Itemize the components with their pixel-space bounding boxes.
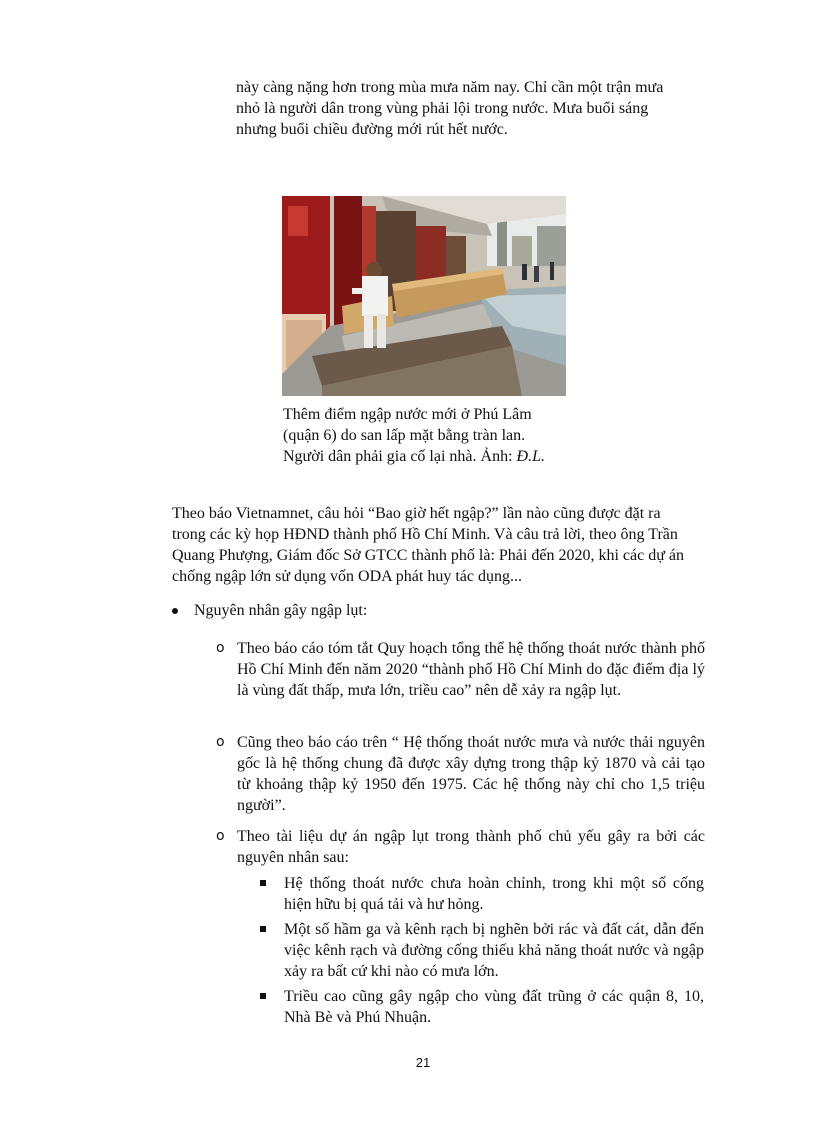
caption-text: Người dân phải gia cố lại nhà. Ảnh:: [283, 448, 517, 465]
circle-bullet-icon: o: [216, 734, 225, 750]
bullet-dot-icon: [172, 608, 178, 614]
intro-line: nhỏ là người dân trong vùng phải lội trong nước. Mưa buổi sáng: [236, 100, 649, 117]
body-line: Theo báo Vietnamnet, câu hỏi “Bao giờ hết ngập?” lần nào cũng được đặt ra: [172, 505, 661, 522]
caption-line: Thêm điểm ngập nước mới ở Phú Lâm: [283, 406, 532, 423]
sub-list-item-text: Một số hầm ga và kênh rạch bị nghẽn bởi rác và đất cát, dẫn đến việc kênh rạch và đường cống thiếu khả năng thoát nước và ngập xảy ra bất cứ khi nào có mưa lớn.: [284, 921, 704, 980]
photo-caption: [283, 404, 583, 467]
sub-list-item-text: Hệ thống thoát nước chưa hoàn chỉnh, trong khi một số cống hiện hữu bị quá tải và hư hỏng.: [284, 875, 704, 913]
page-number: 21: [415, 1055, 431, 1070]
list-item-text: Theo báo cáo tóm tắt Quy hoạch tổng thể hệ thống thoát nước thành phố Hồ Chí Minh đến năm 2020 “thành phố Hồ Chí Minh do đặc điểm địa lý là vùng đất thấp, mưa lớn, triều cao” nên dễ xảy ra ngập lụt.: [237, 640, 705, 699]
caption-line: (quận 6) do san lấp mặt bằng tràn lan.: [283, 427, 526, 444]
body-line: trong các kỳ họp HĐND thành phố Hồ Chí Minh. Và câu trả lời, theo ông Trần: [172, 526, 678, 543]
body-line: Quang Phượng, Giám đốc Sở GTCC thành phố là: Phải đến 2020, khi các dự án: [172, 547, 684, 564]
intro-line: nhưng buổi chiều đường mới rút hết nước.: [236, 121, 508, 138]
causes-heading: Nguyên nhân gây ngập lụt:: [194, 602, 368, 619]
photo-credit: Đ.L.: [516, 448, 545, 465]
list-item-text: Theo tài liệu dự án ngập lụt trong thành phố chủ yếu gây ra bởi các nguyên nhân sau:: [237, 828, 705, 866]
body-paragraph: [172, 503, 717, 587]
sub-list-item-text: Triều cao cũng gây ngập cho vùng đất trũng ở các quận 8, 10, Nhà Bè và Phú Nhuận.: [284, 988, 704, 1026]
intro-paragraph: [236, 77, 706, 140]
square-bullet-icon: [260, 926, 266, 932]
list-item-text: Cũng theo báo cáo trên “ Hệ thống thoát nước mưa và nước thải nguyên gốc là hệ thống chung đã được xây dựng trong thập kỷ 1870 và cải tạo từ khoảng thập kỷ 1950 đến 1975. Các hệ thống này chỉ cho 1,5 triệu người”.: [237, 734, 705, 814]
intro-line: này càng nặng hơn trong mùa mưa năm nay. Chỉ cần một trận mưa: [236, 79, 664, 96]
square-bullet-icon: [260, 880, 266, 886]
square-bullet-icon: [260, 993, 266, 999]
circle-bullet-icon: o: [216, 640, 225, 656]
flood-photo: [282, 196, 566, 396]
body-line: chống ngập lớn sử dụng vốn ODA phát huy tác dụng...: [172, 568, 522, 585]
circle-bullet-icon: o: [216, 828, 225, 844]
caption-line-3: [283, 446, 583, 467]
